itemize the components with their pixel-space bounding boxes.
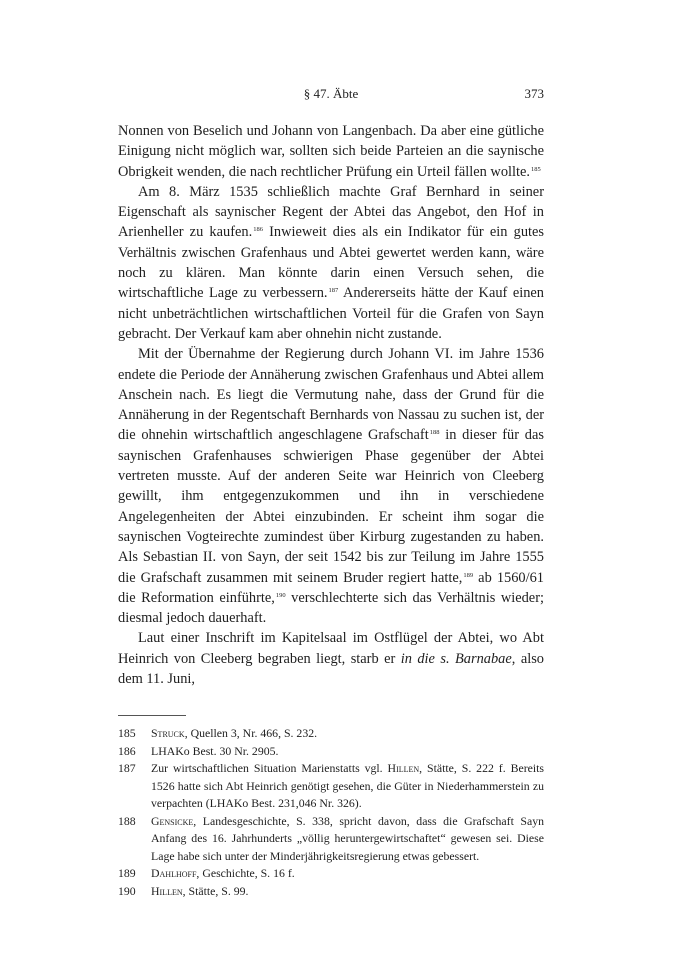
footnote-text <box>151 743 544 761</box>
paragraph-text: Andererseits hätte der Kauf einen nicht unbeträchtlichen wirtschaftlichen Vorteil für die Grafen von Sayn gebracht. Der Verkauf kam aber ohnehin nicht zustande. <box>118 285 544 342</box>
footnote-author: Struck <box>151 726 185 740</box>
footnotes <box>118 725 544 900</box>
footnote-number: 188 <box>118 813 136 828</box>
footnote-number: 190 <box>118 883 136 898</box>
footnote-author: Hillen <box>387 761 420 775</box>
running-header <box>118 86 544 106</box>
footnote-body: , Quellen 3, Nr. 466, S. 232. <box>184 726 318 740</box>
footnote-body: , Stätte, S. 99. <box>182 883 249 898</box>
paragraph-text: ab 1560/61 die Reformation einführte, <box>118 569 544 606</box>
footnote-body: LHAKo Best. 30 Nr. 2905. <box>151 743 279 758</box>
footnote-188 <box>118 813 544 866</box>
footnote-marker-185[interactable]: 185 <box>531 165 541 173</box>
footnote-number: 185 <box>118 726 136 740</box>
footnote-number: 187 <box>118 761 136 775</box>
footnote-number: 186 <box>118 743 136 758</box>
paragraph-4 <box>118 628 544 689</box>
footnote-number: 189 <box>118 866 136 880</box>
footnote-189 <box>118 865 544 883</box>
footnote-marker-187[interactable]: 187 <box>328 287 339 295</box>
footnote-text <box>151 760 544 813</box>
paragraph-2 <box>118 182 544 344</box>
footnote-body: , Landesgeschichte, S. 338, spricht davon, dass die Grafschaft Sayn Anfang des 16. Jahrhunderts „völlig heruntergewirtschaftet“ gewesen sei. Diese Lage habe sich unter der Minderjährigkeitsregierung etwas gebessert. <box>151 813 544 863</box>
paragraph-text: Mit der Übernahme der Regierung durch Johann VI. im Jahre 1536 endete die Periode der Annäherung zwischen Grafenhaus und Abtei allem Anschein nach. Es liegt die Vermutung nahe, dass der Grund für die Annäherung in der Regentschaft Bernhards von Nassau zu suchen ist, der die ohnehin wirtschaftlich angeschlagene Grafschaft <box>118 346 544 444</box>
paragraph-text: Nonnen von Beselich und Johann von Langenbach. Da aber eine gütliche Einigung nicht möglich war, sollten sich beide Parteien an die saynische Obrigkeit wenden, die nach rechtlicher Prüfung ein Urteil fällen wollte. <box>118 123 544 180</box>
paragraph-text: Laut einer Inschrift im Kapitelsaal im Ostflügel der Abtei, wo Abt Heinrich von Cleeberg begraben liegt, starb er <box>118 630 544 667</box>
body-text <box>118 121 544 689</box>
footnote-text <box>151 813 544 866</box>
footnote-body: , Stätte, S. 222 f. Bereits 1526 hatte sich Abt Heinrich genötigt gesehen, die Güter in Niederhammerstein zu verpachten (LHAKo Best. 231,046 Nr. 326). <box>151 761 545 810</box>
footnote-author: Hillen <box>151 883 183 898</box>
footnote-186 <box>118 743 544 761</box>
footnote-marker-190[interactable]: 190 <box>275 591 286 599</box>
footnote-author: Dahlhoff <box>151 866 197 880</box>
footnote-text <box>151 883 544 901</box>
italic-latin-phrase: in die s. Barnabae <box>400 650 512 667</box>
footnote-body: , Geschichte, S. 16 f. <box>196 866 295 880</box>
footnote-separator <box>118 715 186 716</box>
footnote-marker-189[interactable]: 189 <box>463 571 474 579</box>
footnote-author: Gensicke <box>151 813 194 828</box>
footnote-190 <box>118 883 544 901</box>
paragraph-text: verschlechterte sich das Verhältnis wieder; diesmal jedoch dauerhaft. <box>118 589 544 627</box>
paragraph-1 <box>118 121 544 182</box>
footnote-185 <box>118 725 544 743</box>
footnote-marker-188[interactable]: 188 <box>429 429 440 437</box>
page-number: 373 <box>524 86 544 101</box>
footnote-text <box>151 725 544 743</box>
footnote-187 <box>118 760 544 813</box>
footnote-body: Zur wirtschaftlichen Situation Marienstatts vgl. <box>151 761 388 775</box>
paragraph-text: in dieser für das saynischen Grafenhauses schwierigen Phase gegenüber der Abtei vertreten musste. Auf der anderen Seite war Heinrich von Cleeberg gewillt, ihm entgegenzukommen und ihn in verschiedene Angelegenheiten der Abtei einzubinden. Er scheint ihm sogar die saynischen Vogteirechte zumindest über Kirburg zugestanden zu haben. Als Sebastian II. von Sayn, der seit 1542 bis zur Teilung im Jahre 1555 die Grafschaft zusammen mit seinem Bruder regiert hatte, <box>118 427 544 586</box>
running-title: § 47. Äbte <box>303 86 359 101</box>
footnote-text <box>151 865 544 883</box>
paragraph-text: Inwieweit dies als ein Indikator für ein gutes Verhältnis zwischen Grafenhaus und Abtei gewertet werden kann, wäre noch zu klären. Man könnte darin einen Versuch sehen, die wirtschaftliche Lage zu verbessern. <box>118 224 544 302</box>
paragraph-text: Am 8. März 1535 schließlich machte Graf Bernhard in seiner Eigenschaft als saynischer Regent der Abtei das Angebot, den Hof in Arienheller zu kaufen. <box>118 183 544 241</box>
paragraph-3 <box>118 344 544 628</box>
footnote-marker-186[interactable]: 186 <box>253 226 263 234</box>
paragraph-text: , also dem 11. Juni, <box>118 650 544 688</box>
